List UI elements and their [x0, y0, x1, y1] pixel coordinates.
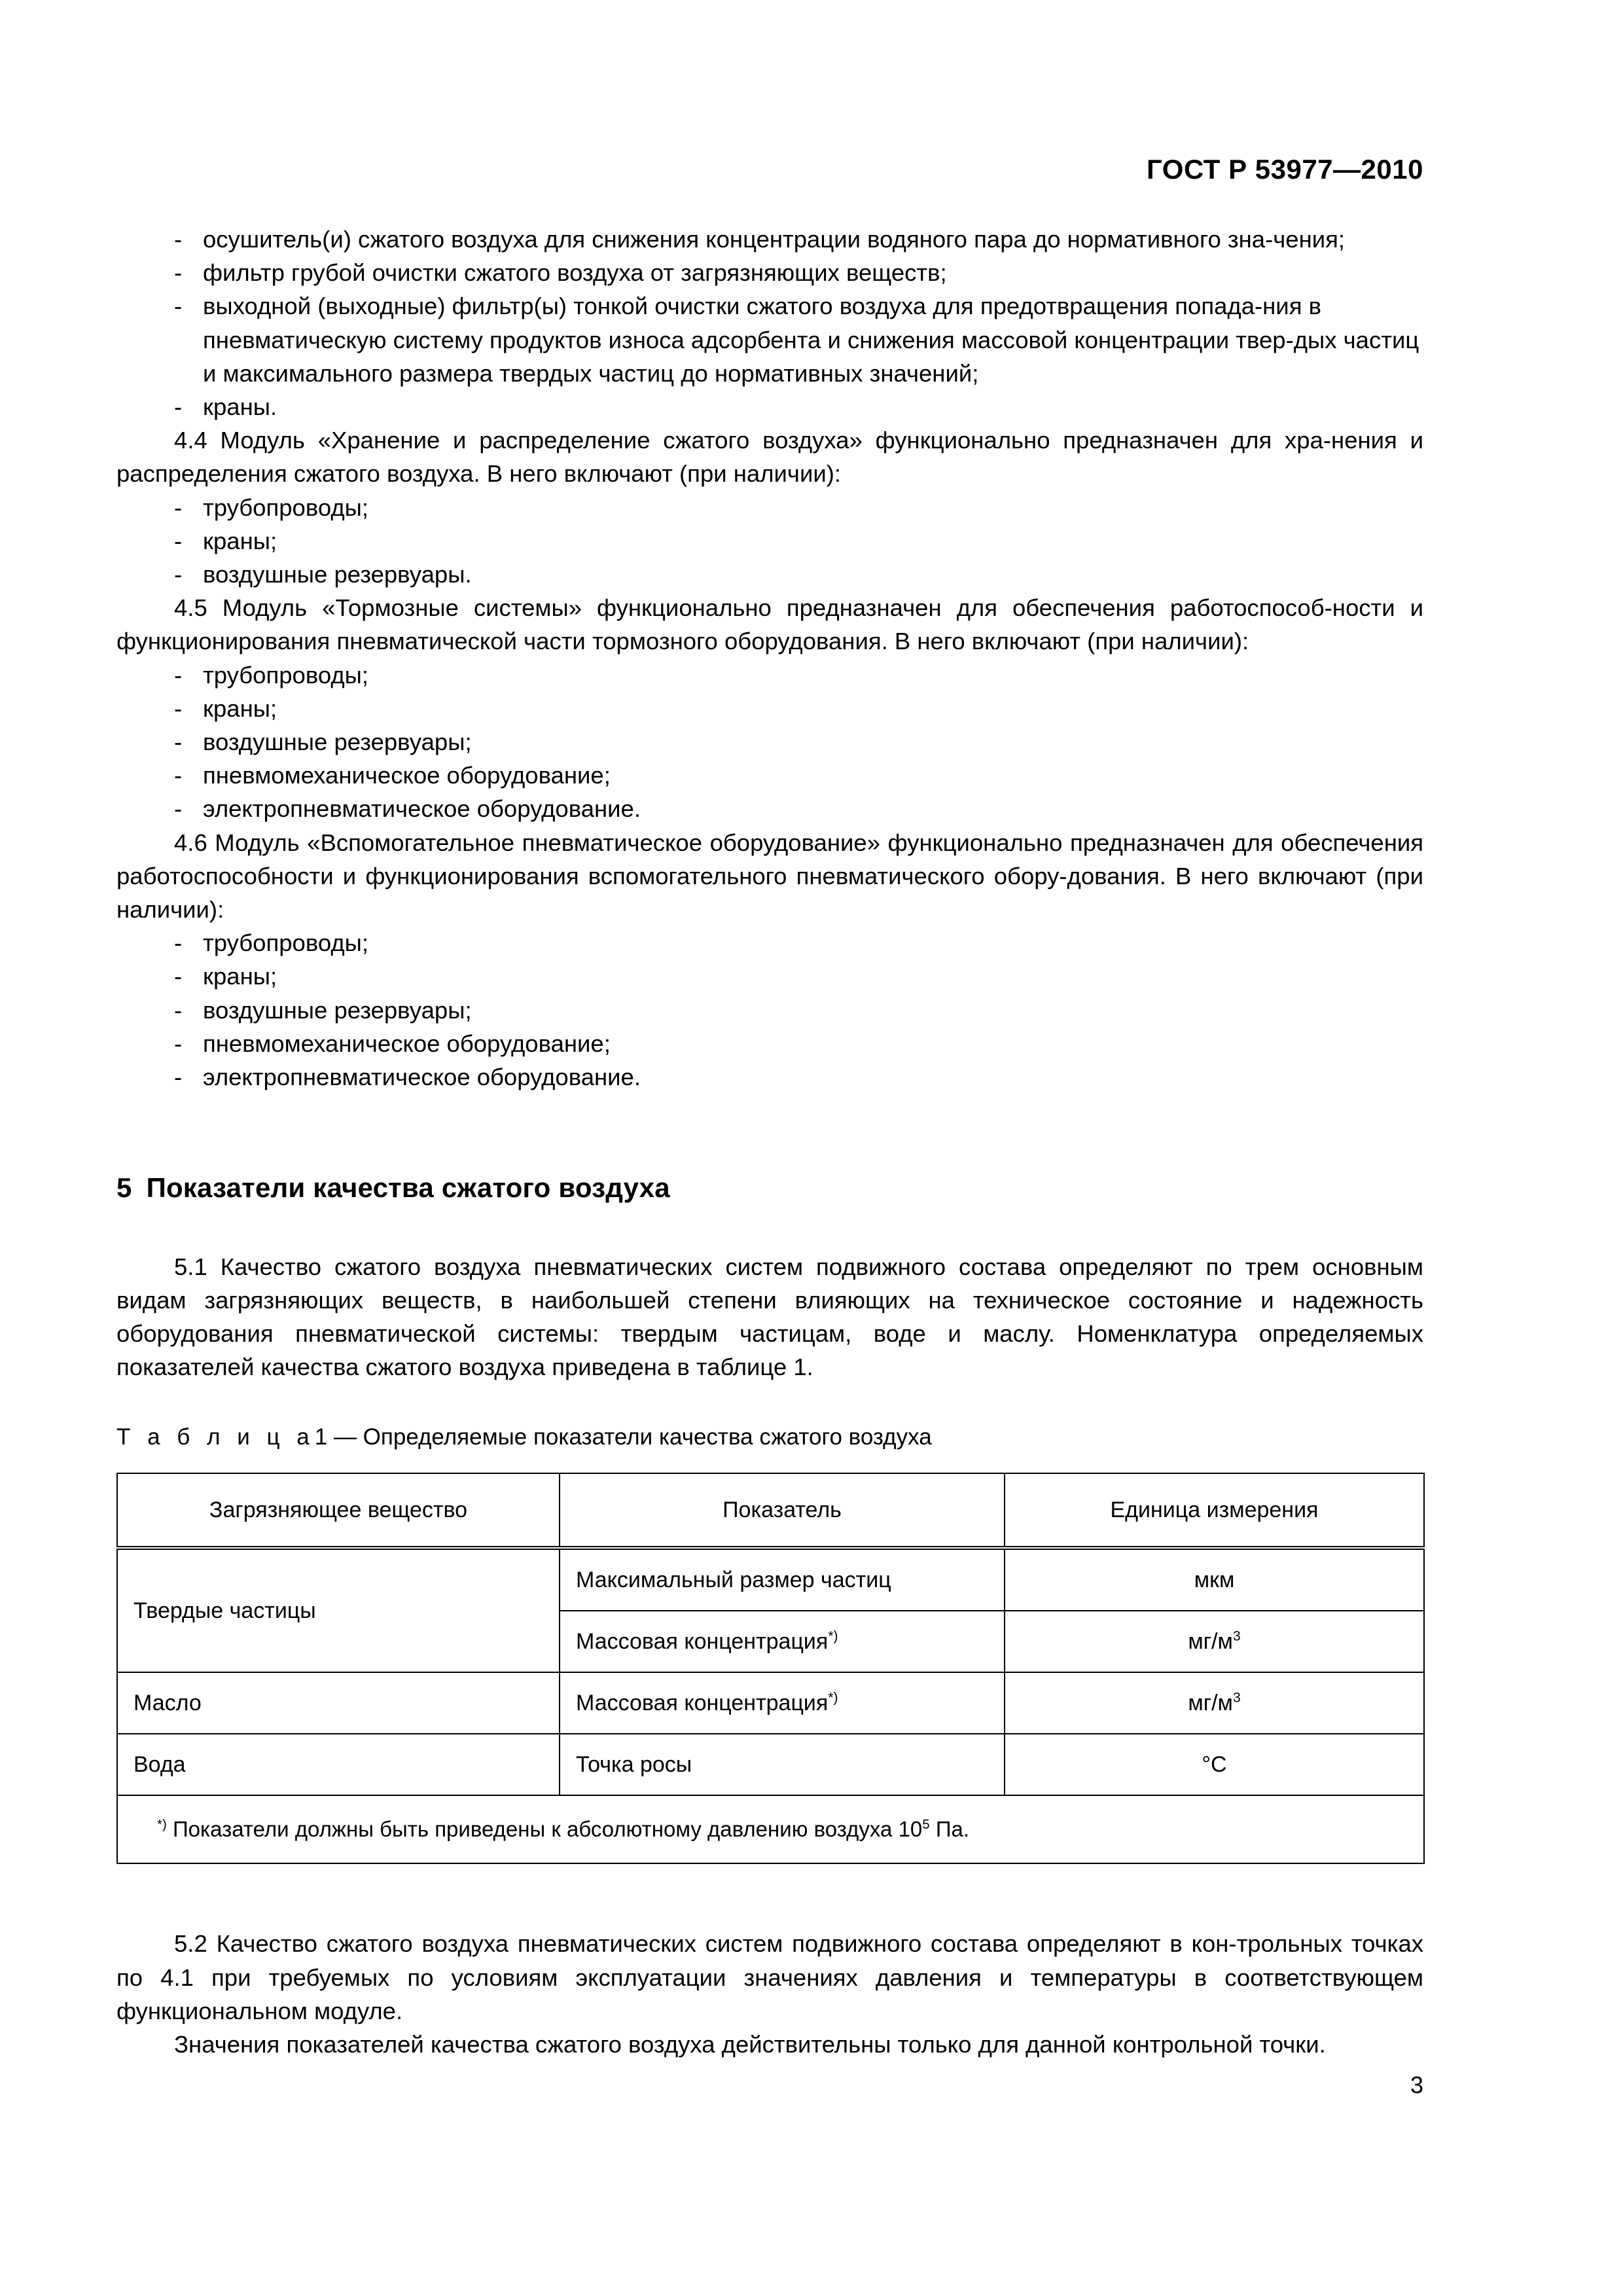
- dash-bullet-icon: -: [174, 393, 183, 421]
- table-head: [117, 1473, 1424, 1548]
- cell-unit-text: мг/м: [1188, 1629, 1233, 1655]
- list-item-text: осушитель(и) сжатого воздуха для снижения концентрации водяного пара до нормативного зна-чения;: [203, 226, 1346, 253]
- cell-substance: Вода: [117, 1734, 560, 1795]
- table-caption-text: Определяемые показатели качества сжатого воздуха: [363, 1424, 932, 1450]
- cell-unit-text: мкм: [1194, 1568, 1235, 1593]
- cell-indicator-text: Максимальный размер частиц: [576, 1568, 891, 1593]
- cell-unit-sup: 3: [1232, 1629, 1241, 1645]
- footnote-exponent: 5: [922, 1817, 930, 1833]
- table-caption-word: Т а б л и ц а: [116, 1424, 315, 1450]
- list-item: [116, 1027, 1423, 1060]
- section-number: 5: [116, 1172, 132, 1204]
- dash-bullet-icon: -: [174, 1064, 183, 1091]
- list-item: [116, 759, 1423, 792]
- list-item-text: трубопроводы;: [203, 929, 368, 957]
- cell-unit: [1005, 1672, 1424, 1734]
- dash-bullet-icon: -: [174, 293, 183, 320]
- list-item-text: воздушные резервуары.: [203, 561, 472, 588]
- table-body: [117, 1548, 1424, 1863]
- list-item-text: воздушные резервуары;: [203, 996, 472, 1024]
- cell-indicator-sup: *): [828, 1691, 838, 1706]
- cell-unit-sup: 3: [1232, 1691, 1241, 1706]
- page-number: 3: [1410, 2072, 1423, 2098]
- table-header-row: [117, 1473, 1424, 1548]
- paragraph-4-4: 4.4 Модуль «Хранение и распределение сжатого воздуха» функционально предназначен для хра-нения и распределения сжатого воздуха. В него включают (при наличии):: [116, 427, 1423, 488]
- cell-indicator: [560, 1734, 1005, 1795]
- dash-bullet-icon: -: [174, 996, 183, 1024]
- list-item: [116, 658, 1423, 692]
- standard-code: ГОСТ Р 53977—2010: [1147, 154, 1423, 185]
- dash-bullet-icon: -: [174, 694, 183, 722]
- list-item-text: воздушные резервуары;: [203, 728, 472, 756]
- table-caption-number: 1: [314, 1424, 328, 1450]
- paragraph-5-1: 5.1 Качество сжатого воздуха пневматических систем подвижного состава определяют по трем основным видам загрязняющих веществ, в наибольшей степени влияющих на техническое состояние и надежность оборудования пневматической системы: твердым частицам, воде и маслу. Номенклатура определяемых показателей качества сжатого воздуха приведена в таблице 1.: [116, 1253, 1423, 1381]
- cell-unit: [1005, 1611, 1424, 1672]
- column-header-substance: Загрязняющее вещество: [117, 1473, 560, 1548]
- list-item-text: пневмомеханическое оборудование;: [203, 762, 611, 789]
- paragraph-4-5: 4.5 Модуль «Тормозные системы» функционально предназначен для обеспечения работоспособ-ности и функционирования пневматической части тормозного оборудования. В него включают (при наличии):: [116, 594, 1423, 655]
- cell-indicator-text: Массовая концентрация: [576, 1629, 829, 1655]
- list-item: [116, 960, 1423, 993]
- list-4-6: [116, 926, 1423, 1094]
- dash-bullet-icon: -: [174, 728, 183, 756]
- cell-substance: Масло: [117, 1672, 560, 1734]
- list-item-text: краны;: [203, 527, 277, 554]
- table-1: [116, 1473, 1425, 1864]
- cell-unit: [1005, 1548, 1424, 1611]
- list-item: [116, 524, 1423, 558]
- cell-indicator-text: Массовая концентрация: [576, 1691, 829, 1716]
- dash-bullet-icon: -: [174, 226, 183, 253]
- main-content: [116, 223, 1423, 2061]
- paragraph-5-2b: Значения показателей качества сжатого воздуха действительны только для данной контрольной точки.: [174, 2031, 1326, 2058]
- list-item: [116, 256, 1423, 289]
- dash-bullet-icon: -: [174, 527, 183, 554]
- list-4-4: [116, 491, 1423, 592]
- cell-indicator-sup: *): [828, 1629, 838, 1645]
- list-item-text: трубопроводы;: [203, 661, 368, 689]
- section-heading-5: [116, 1172, 1423, 1204]
- section-title-text: Показатели качества сжатого воздуха: [146, 1172, 670, 1204]
- footnote-text: Показатели должны быть приведены к абсолютному давлению воздуха 10: [172, 1817, 923, 1842]
- list-item: [116, 994, 1423, 1027]
- paragraph-5-2: 5.2 Качество сжатого воздуха пневматических систем подвижного состава определяют в кон-трольных точках по 4.1 при требуемых по условиям эксплуатации значениях давления и температуры в соответствующем функциональном модуле.: [116, 1930, 1423, 2024]
- column-header-unit: Единица измерения: [1005, 1473, 1424, 1548]
- list-item-text: пневмомеханическое оборудование;: [203, 1030, 611, 1057]
- dash-bullet-icon: -: [174, 661, 183, 689]
- list-4-3: [116, 223, 1423, 423]
- running-header: [116, 156, 1423, 183]
- dash-bullet-icon: -: [174, 929, 183, 957]
- list-item: [116, 1060, 1423, 1094]
- list-item: [116, 223, 1423, 256]
- dash-bullet-icon: -: [174, 963, 183, 990]
- table-caption: [116, 1422, 1423, 1453]
- column-header-indicator: Показатель: [560, 1473, 1005, 1548]
- table-footnote: [117, 1795, 1424, 1863]
- footnote-text-after: Па.: [929, 1817, 970, 1842]
- list-item: [116, 289, 1423, 390]
- dash-bullet-icon: -: [174, 561, 183, 588]
- list-item-text: краны.: [203, 393, 277, 421]
- list-item-text: фильтр грубой очистки сжатого воздуха от загрязняющих веществ;: [203, 259, 947, 287]
- cell-indicator: [560, 1611, 1005, 1672]
- table-row: [117, 1548, 1424, 1611]
- cell-indicator-text: Точка росы: [576, 1752, 692, 1778]
- cell-substance: Твердые частицы: [117, 1548, 560, 1672]
- table-footnote-row: [117, 1795, 1424, 1863]
- footnote-marker: *): [157, 1817, 167, 1833]
- dash-bullet-icon: -: [174, 795, 183, 823]
- list-item: [116, 692, 1423, 725]
- list-item-text: краны;: [203, 694, 277, 722]
- cell-unit-text: °C: [1202, 1752, 1227, 1778]
- cell-unit-text: мг/м: [1188, 1691, 1233, 1716]
- list-item: [116, 390, 1423, 423]
- dash-bullet-icon: -: [174, 762, 183, 789]
- dash-bullet-icon: -: [174, 493, 183, 521]
- list-item-text: выходной (выходные) фильтр(ы) тонкой очистки сжатого воздуха для предотвращения попада-ния в пневматическую систему продуктов износа адсорбента и снижения массовой концентрации твер-дых частиц и максимального размера твердых частиц до нормативных значений;: [203, 293, 1419, 387]
- list-4-5: [116, 658, 1423, 826]
- table-caption-dash: —: [333, 1424, 357, 1450]
- list-item: [116, 725, 1423, 759]
- table-row: [117, 1672, 1424, 1734]
- cell-indicator: [560, 1548, 1005, 1611]
- list-item: [116, 926, 1423, 960]
- cell-unit: [1005, 1734, 1424, 1795]
- dash-bullet-icon: -: [174, 1030, 183, 1057]
- list-item: [116, 491, 1423, 524]
- paragraph-4-6: 4.6 Модуль «Вспомогательное пневматическое оборудование» функционально предназначен для обеспечения работоспособности и функционирования вспомогательного пневматического обору-дования. В него включают (при наличии):: [116, 829, 1423, 924]
- table-row: [117, 1734, 1424, 1795]
- list-item: [116, 558, 1423, 591]
- cell-indicator: [560, 1672, 1005, 1734]
- list-item-text: краны;: [203, 963, 277, 990]
- list-item-text: электропневматическое оборудование.: [203, 1064, 641, 1091]
- list-item-text: электропневматическое оборудование.: [203, 795, 641, 823]
- dash-bullet-icon: -: [174, 259, 183, 287]
- list-item-text: трубопроводы;: [203, 493, 368, 521]
- list-item: [116, 792, 1423, 825]
